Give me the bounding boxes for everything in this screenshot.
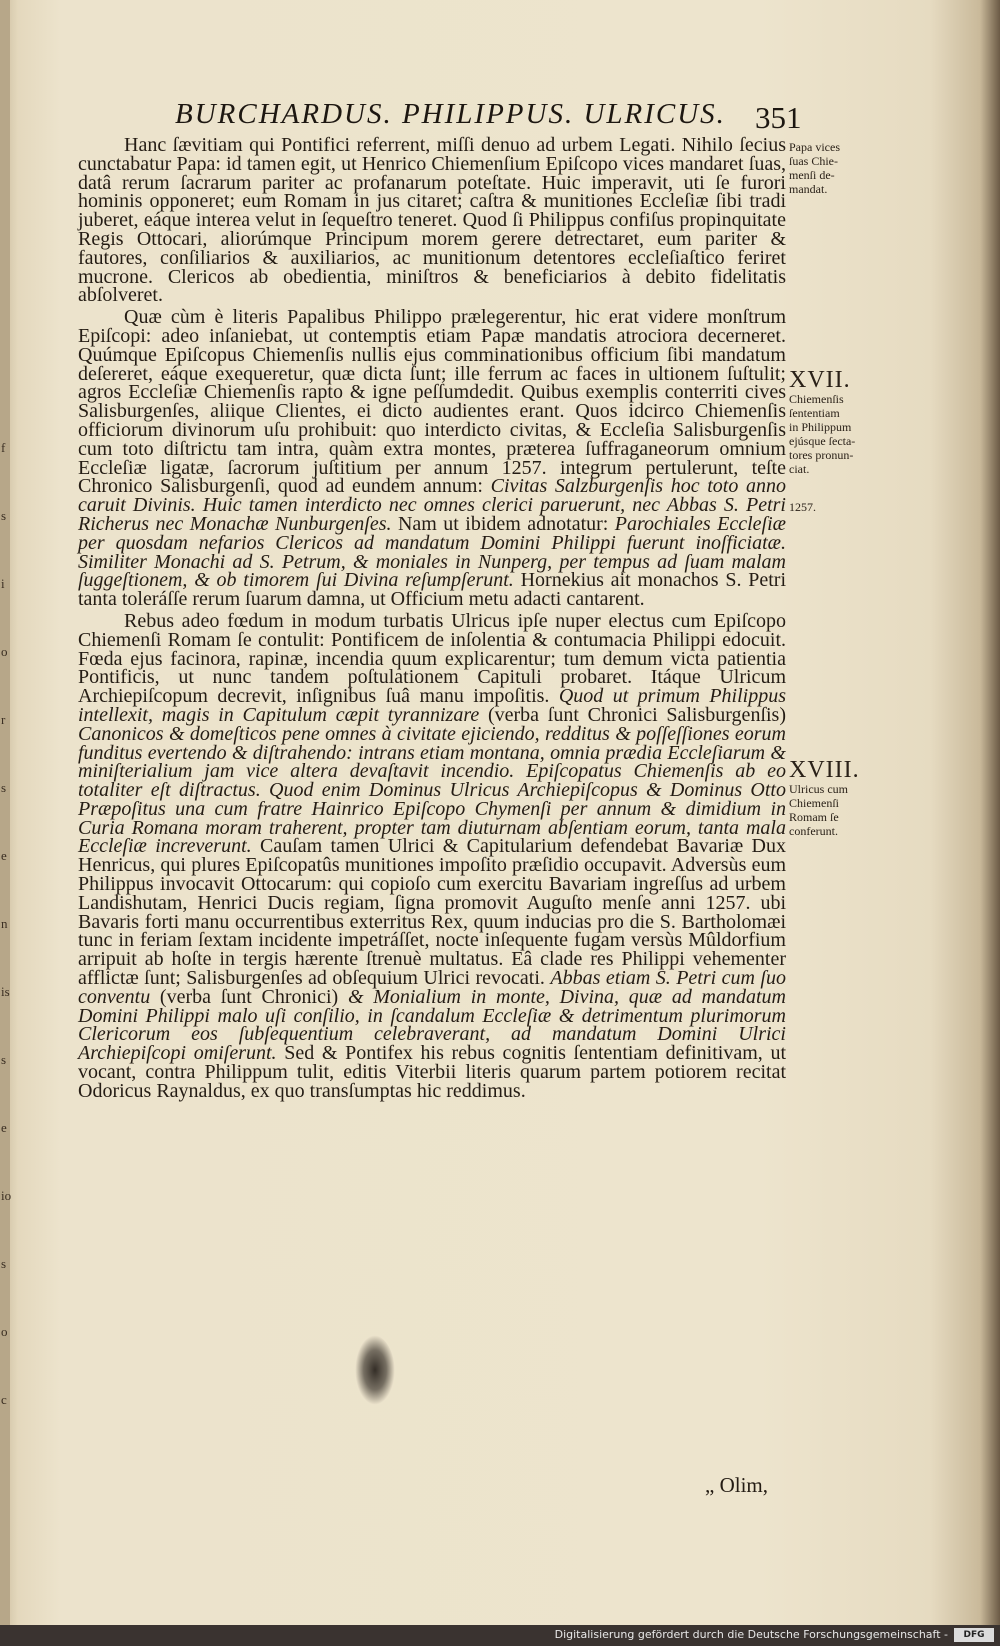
text-run: Nam ut ibidem adnotatur: bbox=[391, 512, 615, 535]
marginal-note-year-1257 bbox=[789, 500, 816, 514]
text-run: (verba ſunt Chronici) bbox=[150, 985, 348, 1008]
marginal-note-xviii bbox=[789, 758, 860, 838]
ink-blot bbox=[355, 1335, 395, 1405]
edge-fragment: io bbox=[1, 1188, 12, 1203]
edge-fragment: r bbox=[1, 712, 6, 727]
marginal-note-xvii bbox=[789, 368, 855, 476]
marginal-line: tores pronun- bbox=[789, 448, 854, 462]
text-run: (verba ſunt Chronici Salisburgenſis) bbox=[479, 703, 786, 726]
catchword: „ Olim, bbox=[705, 1473, 768, 1497]
section-number: XVIII. bbox=[789, 757, 860, 783]
edge-fragment: c bbox=[1, 1392, 7, 1407]
dfg-logo: DFG bbox=[954, 1628, 994, 1642]
marginal-line: Chiemenſi bbox=[789, 796, 839, 810]
paragraph bbox=[78, 609, 787, 1102]
marginal-line: Chiemenſis bbox=[789, 392, 844, 406]
quotation-italic: Abbas etiam S. Petri cum ſuo conventu bbox=[78, 967, 786, 1008]
edge-fragment: s bbox=[1, 508, 7, 523]
quotation-italic: Quod ut primum Philippus intellexit, magis in Capitulum cæpit tyrannizare bbox=[78, 685, 786, 726]
edge-fragment: s bbox=[1, 1052, 7, 1067]
marginal-line: mandat. bbox=[789, 182, 828, 196]
text-run: Sed & Pontifex his rebus cognitis ſententiam definitivam, ut vocant, contra Philippum tulit, editis Viterbii literis quarum partem potiorem recitat Odoricus Raynaldus, ex quo transſumptas hic reddimus. bbox=[78, 1042, 786, 1102]
edge-fragment: s bbox=[1, 1256, 7, 1271]
edge-fragment: o bbox=[1, 1324, 8, 1339]
footer-credit: Digitalisierung gefördert durch die Deutsche Forschungsgemeinschaft - bbox=[554, 1628, 948, 1641]
text-run: Cauſam tamen Ulrici & Capitularium defendebat Bavariæ Dux Henricus, qui plures Epiſcopatûs munitiones impoſito præſidio occupavit. Adversùs eum Philippus invocavit Ottocarum: qui copioſo cum exercitu Bavariam ingreſſus ad urbem Landishutam, Henrici Ducis regiam, ſigna promovit Auguſto menſe anni 1257. ubi Bavaris forti manu occurrentibus exterritus Rex, quum inducias pro die S. Bartholomæi tunc in feriam ſextam incidente impetráſſet, nocte inſequente fugam versùs Mûldorfium arripuit ab hoſte in tergis hærente ſtrenuè multatus. Eâ clade res Philippi vehementer afflictæ ſunt; Salisburgenſes ad obſequium Ulrici revocati. bbox=[78, 835, 787, 990]
edge-fragment: f bbox=[1, 440, 6, 455]
marginal-line: Ulricus cum bbox=[789, 782, 848, 796]
marginal-line: conferunt. bbox=[789, 824, 838, 838]
text-run: Rebus adeo fœdum in modum turbatis Ulricus ipſe nuper electus cum Epiſcopo Chiemenſi Romam ſe contulit: Pontificem de inſolentia & contumacia Philippi edocuit. Fœda ejus facinora, rapinæ, incendia quum explicarentur; tum demum victa patientia Pontificis, ut nunc tandem poſtulationem Capituli probaret. Itáque Ulricum Archiepiſcopum decrevit, inſignibus ſuâ manu impoſitis. bbox=[78, 609, 786, 708]
section-number: XVII. bbox=[789, 367, 851, 393]
quotation-italic: Civitas Salzburgenſis hoc toto anno caruit Divinis. Huic tamen interdicto nec omnes clerici paruerunt, nec Abbas S. Petri Richerus nec Monachæ Nunburgenſes. bbox=[78, 475, 786, 535]
quotation-italic: Parochiales Eccleſiæ per quosdam nefarios Clericos ad mandatum Domini Philippi fuerunt inoſficiatæ. Similiter Monachi ad S. Petrum, & moniales in Nunperg, per tempus ad ſuam malam ſuggeſtionem, & ob timorem ſui Divina reſumpſerunt. bbox=[78, 512, 787, 592]
edge-fragment: n bbox=[1, 916, 8, 931]
page-number: 351 bbox=[755, 100, 802, 135]
text-run: Hornekius ait monachos S. Petri tanta toleráſſe rerum ſuarum damna, ut Officium metu adacti cantarent. bbox=[78, 569, 786, 611]
marginal-line: Romam ſe bbox=[789, 810, 839, 824]
marginal-line: ciat. bbox=[789, 462, 810, 476]
edge-fragment: e bbox=[1, 1120, 7, 1135]
marginal-line: 1257. bbox=[789, 500, 816, 514]
marginal-line: ſententiam bbox=[789, 406, 840, 420]
quotation-italic: & Monialium in monte, Divina, quæ ad mandatum Domini Philippi malo uſi conſilio, in ſcandalum Eccleſiæ & detrimentum plurimorum Clericorum eos ſubſequentium celebraverant, ad mandatum Domini Ulrici Archiepiſcopi omiſerunt. bbox=[78, 985, 786, 1065]
text-run: Hanc ſævitiam qui Pontifici referrent, miſſi denuo ad urbem Legati. Nihilo ſecius cunctabatur Papa: id tamen egit, ut Henrico Chiemenſium Epiſcopo vices mandaret ſuas, datâ rerum ſacrarum pariter ac profanarum poteſtate. Huic imperavit, uti ſe furori hominis opponeret; eum Romam in jus citaret; caſtra & munitiones Eccleſiæ ſibi tradi juberet, eáque interea velut in ſequeſtro teneret. Quod ſi Philippus confiſus propinquitate Regis Ottocari, aliorúmque Principum morem gerere detrectaret, eum pariter & fautores, conſiliarios & auxiliarios, ac munitionum detentores eccleſiaſtico feriret mucrone. Clericos ab obedientia, miniſtros & beneficiarios à debito fidelitatis abſolveret. bbox=[78, 134, 786, 307]
marginal-note-papa-vices bbox=[789, 140, 840, 196]
running-title: BURCHARDUS. PHILIPPUS. ULRICUS. bbox=[175, 98, 726, 130]
marginal-line: in Philippum bbox=[789, 420, 852, 434]
text-run: Quæ cùm è literis Papalibus Philippo prælegerentur, hic erat videre monſtrum Epiſcopi: adeo inſaniebat, ut contemptis etiam Papæ mandatis atrociora decerneret. Quúmque Epiſcopus Chiemenſis nullis ejus comminationibus officium ſibi mandatum deſereret, eáque exequeretur, quæ dicta ſunt; ille ferrum ac faces in ultionem ſuſtulit; agros Eccleſiæ Chiemenſis rapto & igne peſſumdedit. Quibus exemplis conterriti cives Salisburgenſes, aliique Clientes, ei dicto audientes erant. Quos idcirco Chiemenſis officiorum divinorum uſu prohibuit: quo interdicto civitas, & Eccleſia Salisburgenſis cum toto diſtrictu tam intra, quàm extra montes, præterea ſuffraganeorum omnium Eccleſiæ ligatæ, ſacrorum juſtitium per annum 1257. integrum pertulerunt, teſte Chronico Salisburgenſi, quod ad eundem annum: bbox=[78, 306, 786, 498]
marginal-line: menſi de- bbox=[789, 168, 835, 182]
marginal-line: Papa vices bbox=[789, 140, 840, 154]
paragraph bbox=[78, 308, 786, 609]
body-text bbox=[78, 136, 786, 1101]
previous-page-edge bbox=[0, 0, 10, 1646]
marginal-line: ſuas Chie- bbox=[789, 154, 838, 168]
paragraph bbox=[78, 136, 786, 305]
quotation-italic: Canonicos & domeſticos pene omnes à civitate ejiciendo, redditus & poſſeſſiones eorum funditus evertendo & diſtrahendo: intrans etiam montana, omnia prædia Eccleſiarum & miniſterialium jam vice altera devaſtavit incendio. Epiſcopatus Chiemenſis ab eo totaliter eſt diſtractus. Quod enim Dominus Ulricus Archiepiſcopus & Dominus Otto Præpoſitus una cum fratre Hainrico Epiſcopo Chymenſi per annum & dimidium in Curia Romana moram traherent, propter tam diuturnam abſentiam eorum, tanta mala Eccleſiæ increverunt. bbox=[78, 722, 786, 858]
edge-fragment: i bbox=[1, 576, 5, 591]
marginal-line: ejúsque ſecta- bbox=[789, 434, 856, 448]
edge-fragment: o bbox=[1, 644, 8, 659]
edge-fragment: e bbox=[1, 848, 7, 863]
page-header bbox=[175, 96, 865, 136]
digitization-footer bbox=[0, 1625, 1000, 1646]
edge-fragment: s bbox=[1, 780, 7, 795]
edge-fragment: is bbox=[1, 984, 10, 999]
